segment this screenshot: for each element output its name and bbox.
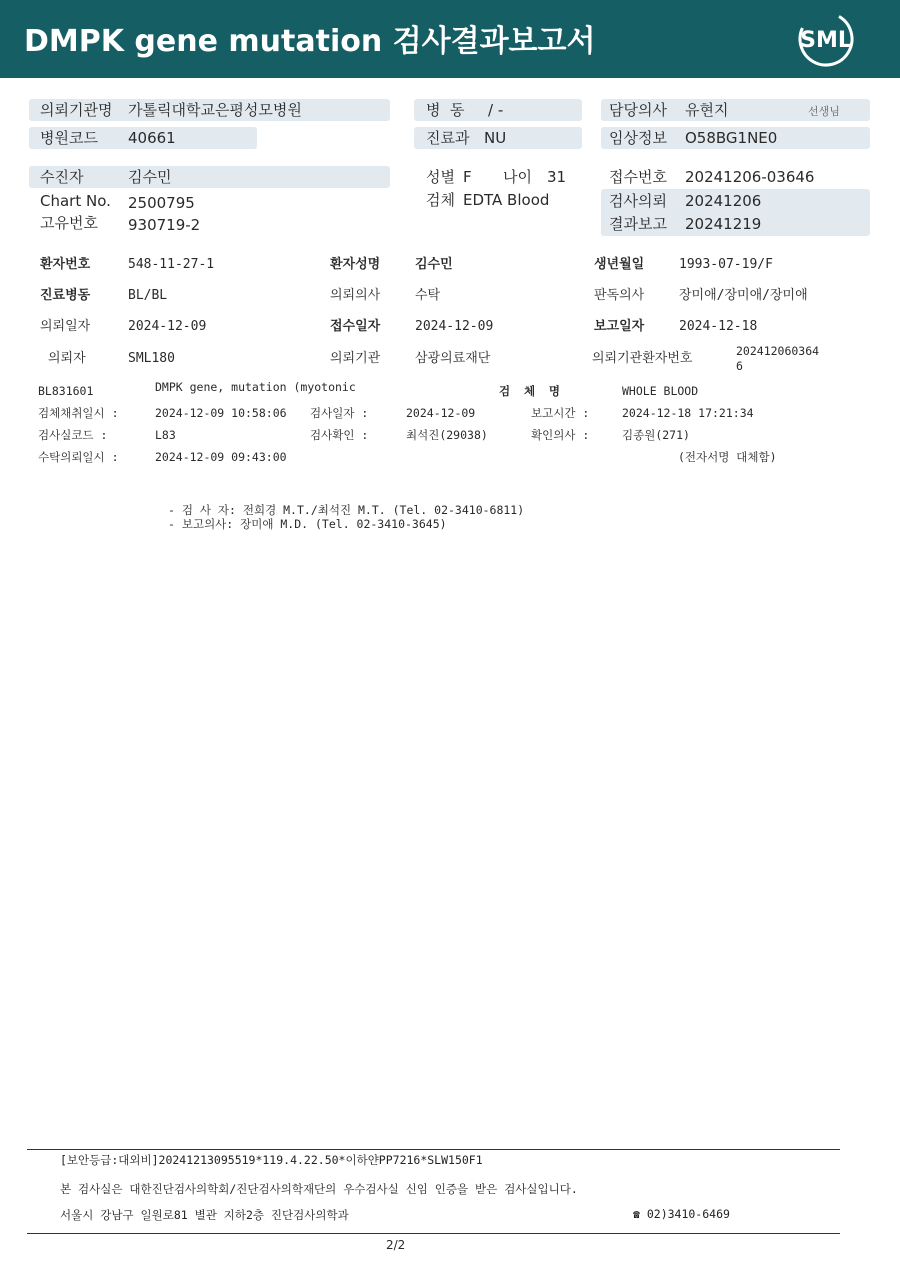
ward-detail-label: 진료병동 <box>40 288 91 303</box>
request-value: 20241206 <box>685 192 762 210</box>
rpt-date-label: 보고일자 <box>594 319 645 334</box>
page-number: 2/2 <box>386 1238 406 1252</box>
test-specimen-value: WHOLE BLOOD <box>622 384 699 398</box>
test-name: DMPK gene, mutation (myotonic <box>155 380 356 394</box>
clinical-label: 임상정보 <box>609 129 667 147</box>
sex-label: 성별 <box>426 168 455 186</box>
unique-label: 고유번호 <box>40 214 98 232</box>
esign-note: (전자서명 대체함) <box>678 450 777 464</box>
report-value: 20241219 <box>685 215 762 233</box>
dept-label: 진료과 <box>426 129 470 147</box>
receipt-label: 접수번호 <box>609 168 667 186</box>
logo-text: SML <box>800 28 852 53</box>
org-patient-no-label: 의뢰기관환자번호 <box>592 351 693 366</box>
confirm-doctor-value: 김종원(271) <box>622 428 690 442</box>
birth-value: 1993-07-19/F <box>679 257 773 272</box>
req-date-value: 2024-12-09 <box>128 319 207 334</box>
report-time-label: 보고시간 : <box>531 406 590 420</box>
unique-value: 930719-2 <box>128 216 201 234</box>
patient-name-label: 환자성명 <box>330 257 381 272</box>
chart-label: Chart No. <box>40 192 111 210</box>
staff-tester-line: - 검 사 자: 전희경 M.T./최석진 M.T. (Tel. 02-3410-6811) <box>168 503 525 517</box>
req-doctor-value: 수탁 <box>415 288 441 303</box>
patient-no-value: 548-11-27-1 <box>128 257 215 272</box>
org-patient-no-line1: 202412060364 <box>736 344 820 358</box>
reader-label: 판독의사 <box>594 288 645 303</box>
patient-value: 김수민 <box>128 168 172 186</box>
reader-value: 장미애/장미애/장미애 <box>679 288 808 303</box>
confirm-label: 검사확인 : <box>310 428 369 442</box>
footer-bottom-divider <box>27 1233 840 1234</box>
doctor-suffix: 선생님 <box>808 105 840 118</box>
rcv-date-label: 접수일자 <box>330 319 381 334</box>
req-org-label: 의뢰기관 <box>330 351 381 366</box>
age-value: 31 <box>547 168 567 186</box>
confirm-value: 최석진(29038) <box>406 428 488 442</box>
hospital-value: 가톨릭대학교은평성모병원 <box>128 101 302 119</box>
test-specimen-label: 검 체 명 <box>499 384 561 398</box>
rcv-date-value: 2024-12-09 <box>415 319 494 334</box>
specimen-label: 검체 <box>426 191 455 209</box>
ward-detail-value: BL/BL <box>128 288 168 303</box>
test-code: BL831601 <box>38 384 94 398</box>
requester-value: SML180 <box>128 351 175 366</box>
sml-logo-icon <box>795 9 857 69</box>
rpt-date-value: 2024-12-18 <box>679 319 758 334</box>
sex-value: F <box>463 168 472 186</box>
report-title: DMPK gene mutation 검사결과보고서 <box>24 24 596 59</box>
hospital-code-label: 병원코드 <box>40 129 98 147</box>
ward-label: 병 동 <box>426 101 465 119</box>
report-header <box>0 0 900 78</box>
req-date-label: 의뢰일자 <box>40 319 91 334</box>
receipt-value: 20241206-03646 <box>685 168 815 186</box>
birth-label: 생년월일 <box>594 257 645 272</box>
footer-top-divider <box>27 1149 840 1150</box>
report-time-value: 2024-12-18 17:21:34 <box>622 406 754 420</box>
confirm-doctor-label: 확인의사 : <box>531 428 590 442</box>
footer-address: 서울시 강남구 일원로81 별관 지하2층 진단검사의학과 <box>60 1208 349 1222</box>
patient-name-value: 김수민 <box>415 257 453 272</box>
collect-value: 2024-12-09 10:58:06 <box>155 406 287 420</box>
footer-cert: 본 검사실은 대한진단검사의학회/진단검사의학재단의 우수검사실 신임 인증을 받은 검사실입니다. <box>60 1182 578 1196</box>
consign-value: 2024-12-09 09:43:00 <box>155 450 287 464</box>
org-patient-no-line2: 6 <box>736 359 743 373</box>
chart-value: 2500795 <box>128 194 195 212</box>
staff-reporter-line: - 보고의사: 장미애 M.D. (Tel. 02-3410-3645) <box>168 517 447 531</box>
req-doctor-label: 의뢰의사 <box>330 288 381 303</box>
doctor-value: 유현지 <box>685 101 729 119</box>
test-date-label: 검사일자 : <box>310 406 369 420</box>
patient-label: 수진자 <box>40 168 84 186</box>
patient-no-label: 환자번호 <box>40 257 91 272</box>
req-org-value: 삼광의료재단 <box>415 351 491 366</box>
test-date-value: 2024-12-09 <box>406 406 476 420</box>
specimen-value: EDTA Blood <box>463 191 550 209</box>
consign-label: 수탁의뢰일시 : <box>38 450 119 464</box>
requester-label: 의뢰자 <box>48 351 86 366</box>
footer-security: [보안등급:대외비]20241213095519*119.4.22.50*이하얀PP7216*SLW150F1 <box>60 1153 483 1167</box>
hospital-code-value: 40661 <box>128 129 176 147</box>
age-label: 나이 <box>503 168 532 186</box>
collect-label: 검체채취일시 : <box>38 406 119 420</box>
lab-code-label: 검사실코드 : <box>38 428 108 442</box>
clinical-value: O58BG1NE0 <box>685 129 778 147</box>
dept-value: NU <box>484 129 507 147</box>
hospital-label: 의뢰기관명 <box>40 101 113 119</box>
doctor-label: 담당의사 <box>609 101 667 119</box>
lab-code-value: L83 <box>155 428 176 442</box>
ward-value: / - <box>488 101 504 119</box>
request-label: 검사의뢰 <box>609 192 667 210</box>
report-label: 결과보고 <box>609 215 667 233</box>
footer-phone: ☎ 02)3410-6469 <box>633 1207 730 1221</box>
